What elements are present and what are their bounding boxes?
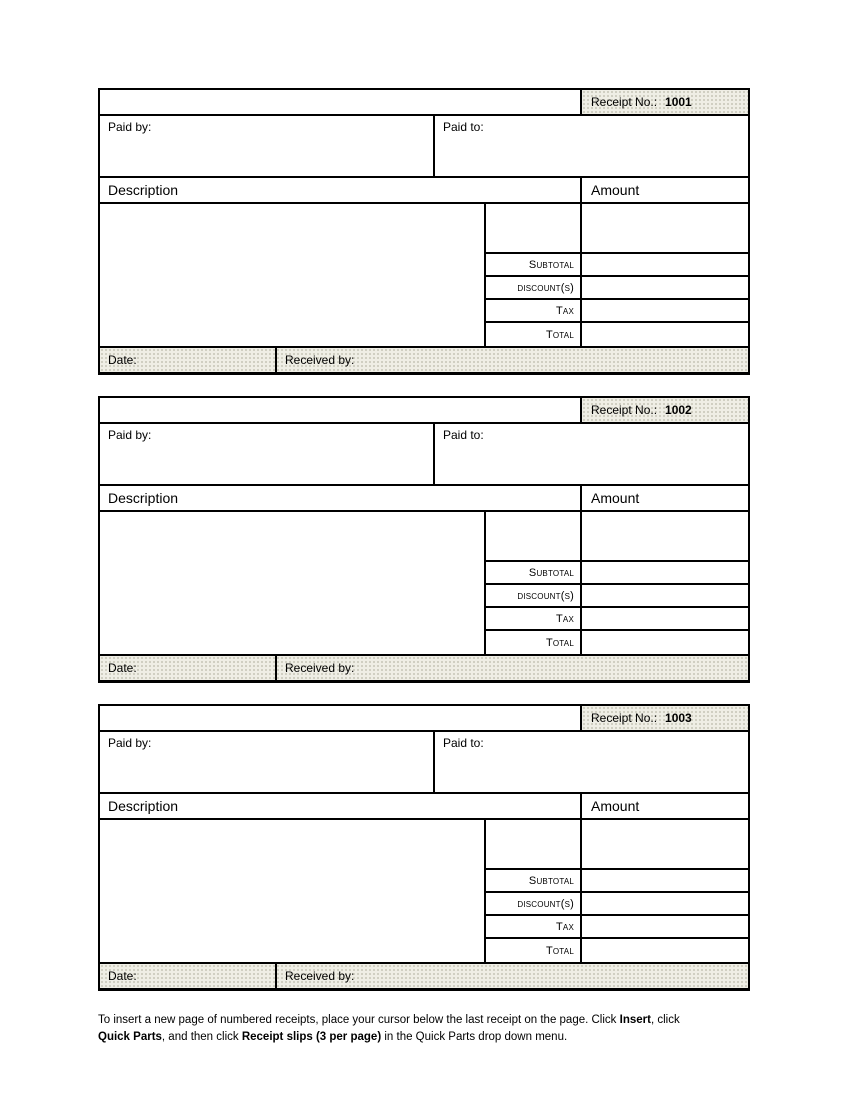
discounts-value-cell[interactable] bbox=[582, 277, 748, 300]
paid-to-label: Paid to: bbox=[443, 120, 484, 134]
amount-header-label: Amount bbox=[591, 798, 640, 814]
receipt-number-label: Receipt No.: bbox=[591, 711, 658, 725]
tax-label-cell bbox=[486, 608, 580, 631]
receipt-slip-1 bbox=[98, 88, 750, 375]
amount-column bbox=[580, 204, 748, 346]
discounts-label: discount(s) bbox=[517, 589, 574, 602]
subtotal-label-cell bbox=[486, 562, 580, 585]
receipt-number-label: Receipt No.: bbox=[591, 95, 658, 109]
date-cell[interactable] bbox=[100, 964, 277, 988]
paid-by-cell[interactable] bbox=[100, 424, 435, 484]
description-header-label: Description bbox=[108, 182, 179, 198]
receipt-number-cell bbox=[580, 398, 748, 422]
total-value-cell[interactable] bbox=[582, 939, 748, 962]
receipt-number-cell bbox=[580, 706, 748, 730]
receipt-number-label: Receipt No.: bbox=[591, 403, 658, 417]
description-header-cell bbox=[100, 794, 580, 818]
subtotal-label: Subtotal bbox=[528, 874, 574, 887]
receipt-number-row bbox=[100, 398, 748, 424]
totals-spacer-cell bbox=[486, 512, 580, 562]
subtotal-label-cell bbox=[486, 870, 580, 893]
subtotal-label: Subtotal bbox=[528, 566, 574, 579]
received-by-cell[interactable] bbox=[277, 656, 748, 680]
receipt-number-row bbox=[100, 90, 748, 116]
receipt-number-cell bbox=[580, 90, 748, 114]
payer-payee-row bbox=[100, 424, 748, 486]
signature-row bbox=[100, 346, 748, 372]
receipt-slip-2 bbox=[98, 396, 750, 683]
total-label: Total bbox=[545, 944, 574, 957]
subtotal-label: Subtotal bbox=[528, 258, 574, 271]
description-header-label: Description bbox=[108, 798, 179, 814]
discounts-value-cell[interactable] bbox=[582, 585, 748, 608]
totals-label-column bbox=[486, 512, 580, 654]
amount-header-cell bbox=[580, 794, 748, 818]
tax-value-cell[interactable] bbox=[582, 300, 748, 323]
paid-by-cell[interactable] bbox=[100, 732, 435, 792]
paid-to-label: Paid to: bbox=[443, 428, 484, 442]
date-cell[interactable] bbox=[100, 656, 277, 680]
description-body-cell[interactable] bbox=[100, 204, 486, 346]
description-header-label: Description bbox=[108, 490, 179, 506]
total-value-cell[interactable] bbox=[582, 323, 748, 346]
tax-label-cell bbox=[486, 916, 580, 939]
document-page bbox=[98, 88, 750, 1046]
amount-header-cell bbox=[580, 178, 748, 202]
receipt-number-row bbox=[100, 706, 748, 732]
totals-spacer-cell bbox=[486, 820, 580, 870]
receipt-number-value: 1001 bbox=[665, 95, 692, 109]
quick-parts-reference: Quick Parts bbox=[98, 1031, 162, 1043]
received-by-cell[interactable] bbox=[277, 964, 748, 988]
tax-label: Tax bbox=[556, 920, 574, 933]
date-label: Date: bbox=[108, 661, 137, 675]
received-by-label: Received by: bbox=[285, 661, 355, 675]
total-label: Total bbox=[545, 328, 574, 341]
amount-header-cell bbox=[580, 486, 748, 510]
amount-column bbox=[580, 512, 748, 654]
column-header-row bbox=[100, 486, 748, 512]
description-body-cell[interactable] bbox=[100, 820, 486, 962]
signature-row bbox=[100, 654, 748, 680]
tax-value-cell[interactable] bbox=[582, 608, 748, 631]
instructions-line-1 bbox=[98, 1012, 750, 1029]
paid-by-label: Paid by: bbox=[108, 120, 152, 134]
column-header-row bbox=[100, 178, 748, 204]
amount-column bbox=[580, 820, 748, 962]
receipt-header-empty-cell bbox=[100, 706, 580, 730]
received-by-cell[interactable] bbox=[277, 348, 748, 372]
template-instructions bbox=[98, 1012, 750, 1046]
payer-payee-row bbox=[100, 732, 748, 794]
description-header-cell bbox=[100, 486, 580, 510]
receipt-slips-reference: Receipt slips (3 per page) bbox=[241, 1031, 382, 1043]
total-label-cell bbox=[486, 323, 580, 346]
paid-by-cell[interactable] bbox=[100, 116, 435, 176]
amount-header-label: Amount bbox=[591, 182, 640, 198]
total-label-cell bbox=[486, 631, 580, 654]
date-cell[interactable] bbox=[100, 348, 277, 372]
amount-header-label: Amount bbox=[591, 490, 640, 506]
receipt-header-empty-cell bbox=[100, 398, 580, 422]
receipt-slip-3 bbox=[98, 704, 750, 991]
description-body-cell[interactable] bbox=[100, 512, 486, 654]
column-header-row bbox=[100, 794, 748, 820]
date-label: Date: bbox=[108, 969, 137, 983]
totals-spacer-cell bbox=[486, 204, 580, 254]
tax-label: Tax bbox=[556, 612, 574, 625]
discounts-label-cell bbox=[486, 585, 580, 608]
instructions-text: To insert a new page of numbered receipts, place your cursor below the last receipt on the page. Click bbox=[98, 1014, 620, 1026]
receipt-number-value: 1002 bbox=[665, 403, 692, 417]
tax-value-cell[interactable] bbox=[582, 916, 748, 939]
receipt-header-empty-cell bbox=[100, 90, 580, 114]
tax-label: Tax bbox=[556, 304, 574, 317]
amount-value-cell[interactable] bbox=[582, 204, 748, 254]
line-items-area bbox=[100, 820, 748, 962]
subtotal-value-cell[interactable] bbox=[582, 254, 748, 277]
instructions-text: , and then click bbox=[161, 1031, 242, 1043]
line-items-area bbox=[100, 512, 748, 654]
signature-row bbox=[100, 962, 748, 988]
received-by-label: Received by: bbox=[285, 353, 355, 367]
tax-label-cell bbox=[486, 300, 580, 323]
description-header-cell bbox=[100, 178, 580, 202]
paid-to-cell[interactable] bbox=[435, 116, 748, 176]
subtotal-value-cell[interactable] bbox=[582, 562, 748, 585]
paid-by-label: Paid by: bbox=[108, 428, 152, 442]
instructions-line-2 bbox=[98, 1029, 750, 1046]
subtotal-value-cell[interactable] bbox=[582, 870, 748, 893]
date-label: Date: bbox=[108, 353, 137, 367]
discounts-label-cell bbox=[486, 277, 580, 300]
paid-to-cell[interactable] bbox=[435, 424, 748, 484]
line-items-area bbox=[100, 204, 748, 346]
total-label-cell bbox=[486, 939, 580, 962]
subtotal-label-cell bbox=[486, 254, 580, 277]
discounts-label: discount(s) bbox=[517, 897, 574, 910]
payer-payee-row bbox=[100, 116, 748, 178]
insert-menu-reference: Insert bbox=[619, 1014, 651, 1026]
totals-label-column bbox=[486, 204, 580, 346]
paid-to-label: Paid to: bbox=[443, 736, 484, 750]
paid-to-cell[interactable] bbox=[435, 732, 748, 792]
instructions-text: in the Quick Parts drop down menu. bbox=[381, 1031, 568, 1043]
discounts-value-cell[interactable] bbox=[582, 893, 748, 916]
amount-value-cell[interactable] bbox=[582, 512, 748, 562]
amount-value-cell[interactable] bbox=[582, 820, 748, 870]
totals-label-column bbox=[486, 820, 580, 962]
total-label: Total bbox=[545, 636, 574, 649]
discounts-label: discount(s) bbox=[517, 281, 574, 294]
paid-by-label: Paid by: bbox=[108, 736, 152, 750]
received-by-label: Received by: bbox=[285, 969, 355, 983]
receipt-number-value: 1003 bbox=[665, 711, 692, 725]
total-value-cell[interactable] bbox=[582, 631, 748, 654]
discounts-label-cell bbox=[486, 893, 580, 916]
instructions-text: , click bbox=[650, 1014, 680, 1026]
